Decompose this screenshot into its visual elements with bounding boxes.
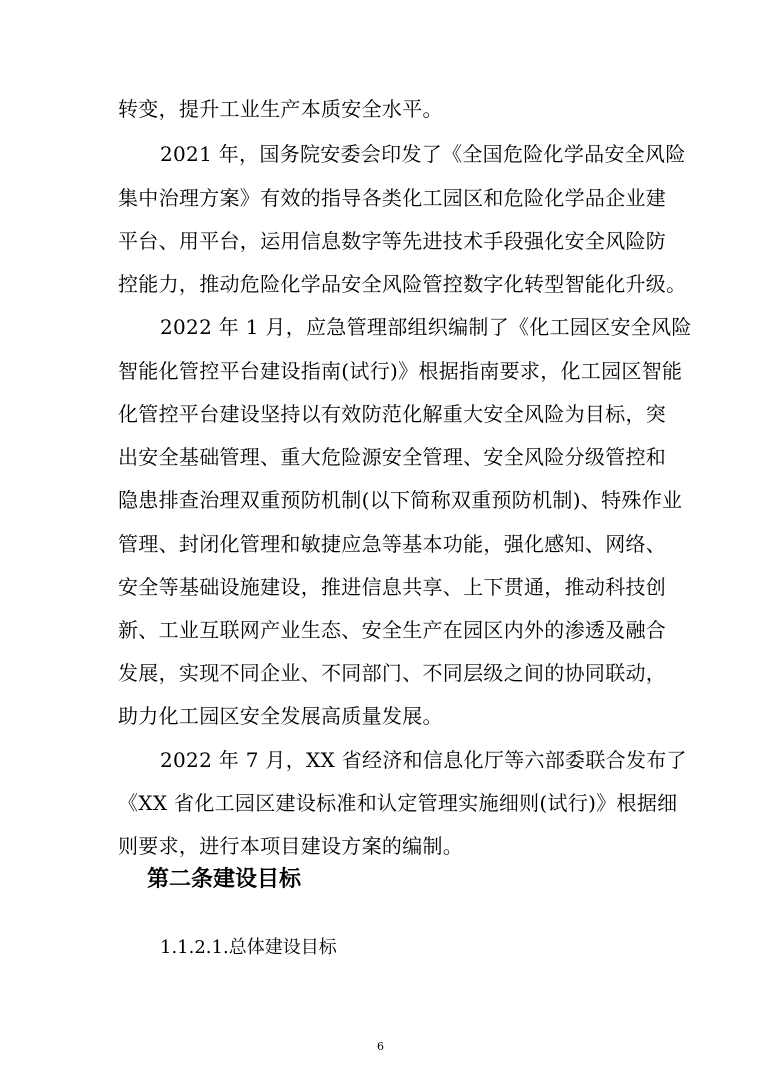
- body-text-line: 转变，提升工业生产本质安全水平。: [118, 97, 443, 121]
- body-text-line: 新、工业互联网产业生态、安全生产在园区内外的渗透及融合: [118, 618, 667, 642]
- body-text-line: 管理、封闭化管理和敏捷应急等基本功能，强化感知、网络、: [118, 532, 667, 556]
- body-text-line: 则要求，进行本项目建设方案的编制。: [118, 834, 464, 858]
- body-text-line: 出安全基础管理、重大危险源安全管理、安全风险分级管控和: [118, 445, 667, 469]
- body-text-line: 助力化工园区安全发展高质量发展。: [118, 704, 443, 728]
- body-text-line: 集中治理方案》有效的指导各类化工园区和危险化学品企业建: [118, 186, 667, 210]
- body-text-line: 控能力，推动危险化学品安全风险管控数字化转型智能化升级。: [118, 272, 687, 296]
- body-text-line: 《XX 省化工园区建设标准和认定管理实施细则(试行)》根据细: [118, 791, 678, 815]
- body-text-line: 安全等基础设施建设，推进信息共享、上下贯通，推动科技创: [118, 575, 667, 599]
- body-text-line: 2021 年，国务院安委会印发了《全国危险化学品安全风险: [160, 142, 686, 166]
- body-text-line: 2022 年 1 月，应急管理部组织编制了《化工园区安全风险: [160, 315, 692, 339]
- section-heading: 第二条建设目标: [147, 867, 302, 892]
- body-text-line: 平台、用平台，运用信息数字等先进技术手段强化安全风险防: [118, 229, 667, 253]
- body-text-line: 发展，实现不同企业、不同部门、不同层级之间的协同联动，: [118, 661, 667, 685]
- body-text-line: 智能化管控平台建设指南(试行)》根据指南要求，化工园区智能: [118, 359, 683, 383]
- body-text-line: 2022 年 7 月，XX 省经济和信息化厅等六部委联合发布了: [160, 748, 687, 772]
- page-number: 6: [377, 1040, 384, 1053]
- subsection-heading: 1.1.2.1.总体建设目标: [160, 937, 337, 958]
- body-text-line: 化管控平台建设坚持以有效防范化解重大安全风险为目标，突: [118, 402, 667, 426]
- body-text-line: 隐患排查治理双重预防机制(以下简称双重预防机制)、特殊作业: [118, 488, 683, 512]
